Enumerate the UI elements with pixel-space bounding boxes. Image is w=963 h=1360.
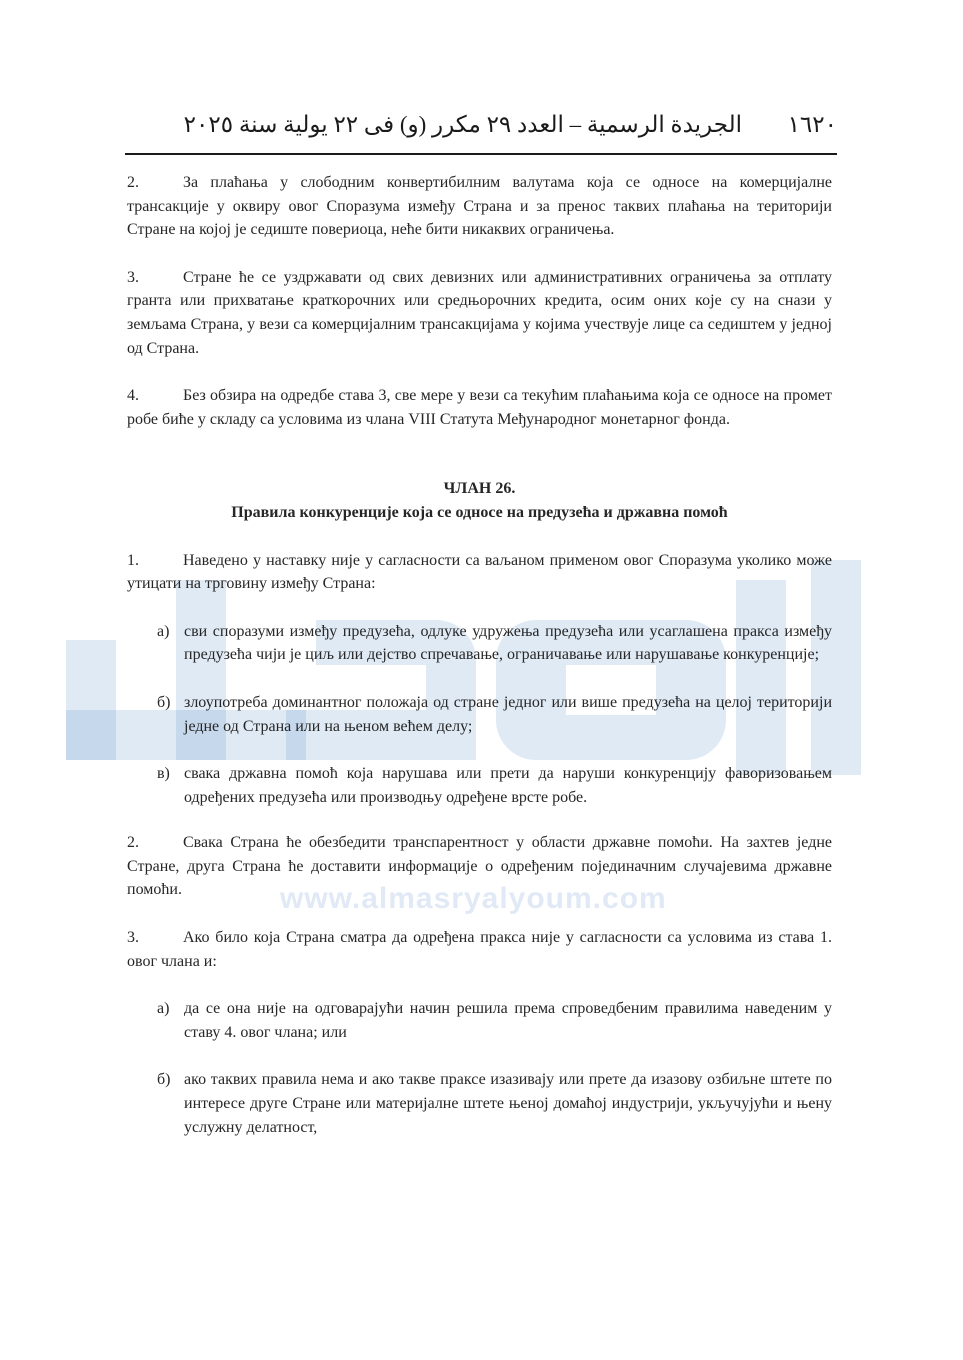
list-item-b xyxy=(127,691,832,738)
list-item-text: да се она није на одговарајући начин решила према спроведбеним правилима наведеним у ставу 4. овог члана; или xyxy=(184,1000,832,1041)
paragraph-text: Свака Страна ће обезбедити транспарентност у области државне помоћи. На захтев једне Стране, друга Страна ће доставити информације о одређеним појединачним случајевима државне помоћи. xyxy=(127,834,832,899)
paragraph-text: Ако било која Страна сматра да одређена пракса није у сагласности са условима из става 1. овог члана и: xyxy=(127,929,832,970)
list-marker: а) xyxy=(157,1000,170,1018)
list-marker: б) xyxy=(157,1071,171,1089)
paragraph-text: За плаћања у слободним конвертибилним валутама која се односе на комерцијалне трансакције у оквиру овог Споразума између Страна и за пренос таквих плаћања на територији Стране на којој је седиште повериоца, неће бити никаквих ограничења. xyxy=(127,174,832,239)
paragraph-text: Стране ће се уздржавати од свих девизних или административних ограничења за отплату гранта или прихватање краткорочних или средњорочних кредита, осим оних које су на снази у земљама Страна, у вези са комерцијалним трансакцијама у којима учествује лице са седиштем у једној од Страна. xyxy=(127,268,832,357)
page-header xyxy=(125,108,837,142)
page-number: ١٦٢٠ xyxy=(787,112,837,137)
list-marker: б) xyxy=(157,693,171,711)
list-item-text: сви споразуми између предузећа, одлуке удружења предузећа или усаглашена пракса између предузећа чији је циљ или дејство спречавање, ограничавање или нарушавање конкуренције; xyxy=(184,622,832,664)
paragraph-number: 2. xyxy=(127,834,139,852)
watermark-url: www.almasryalyoum.com xyxy=(280,882,667,915)
article-number: ЧЛАН 26. xyxy=(443,480,516,498)
list-item-a xyxy=(127,620,832,667)
paragraph-number: 1. xyxy=(127,551,139,569)
paragraph-4 xyxy=(127,384,832,431)
list-item-text: злоупотреба доминантног положаја од стране једног или више предузећа на целој територији једне од Страна или на њеном већем делу; xyxy=(184,693,832,735)
paragraph-number: 3. xyxy=(127,268,139,286)
article-paragraph-3 xyxy=(127,926,832,973)
article-paragraph-1 xyxy=(127,549,832,596)
paragraph-3 xyxy=(127,266,832,360)
list-item-text: свака државна помоћ која нарушава или прети да наруши конкуренцију фаворизовањем одређених предузећа или производњу одређене врсте робе. xyxy=(184,765,832,806)
header-divider xyxy=(125,153,837,155)
paragraph-text: Без обзира на одредбе става 3, све мере у вези са текућим плаћањима која се односе на промет робе биће у складу са условима из члана VIII Статута Међународног монетарног фонда. xyxy=(127,387,832,428)
list-item-text: ако таквих правила нема и ако такве праксе изазивају или прете да изазову озбиљне штете по интересе друге Стране или материјалне штете њеној домаћој индустрији, укључујући и њену услужну делатност, xyxy=(184,1071,832,1136)
paragraph-number: 3. xyxy=(127,929,139,947)
article-title: Правила конкуренције која се односе на предузећа и државна помоћ xyxy=(231,503,728,521)
paragraph-2 xyxy=(127,171,832,242)
gazette-title: الجريدة الرسمية – العدد ٢٩ مكرر (و) فى ٢٢ يولية سنة ٢٠٢٥ xyxy=(183,112,742,137)
list-item-v xyxy=(127,762,832,809)
article-paragraph-2 xyxy=(127,831,832,902)
list-item-b xyxy=(127,1068,832,1139)
paragraph-number: 2. xyxy=(127,174,139,191)
list-item-a xyxy=(127,997,832,1044)
document-body xyxy=(127,171,832,1139)
paragraph-text: Наведено у наставку није у сагласности са ваљаном применом овог Споразума уколико може утицати на трговину између Страна: xyxy=(127,551,832,593)
list-marker: а) xyxy=(157,622,170,640)
paragraph-number: 4. xyxy=(127,387,139,405)
list-marker: в) xyxy=(157,765,170,783)
